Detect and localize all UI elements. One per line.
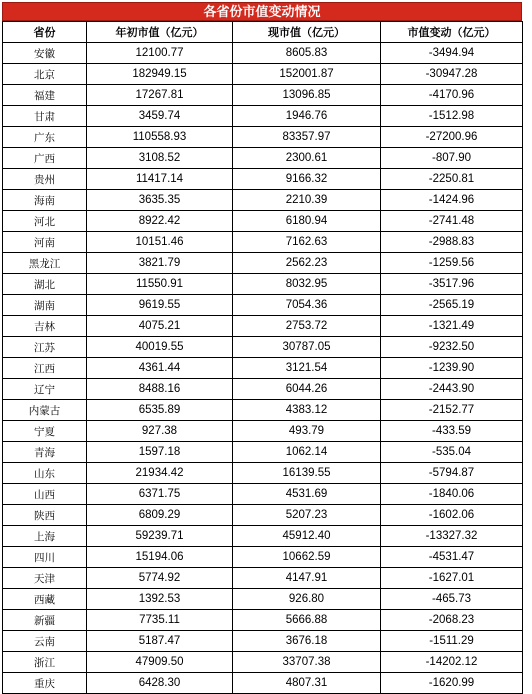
value-change-cell: -1602.06 (381, 505, 523, 526)
start-value-cell: 6809.29 (87, 505, 233, 526)
value-change-cell: -2068.23 (381, 610, 523, 631)
current-value-cell: 7162.63 (233, 232, 381, 253)
table-row (3, 337, 523, 358)
province-cell: 青海 (3, 442, 87, 463)
table-row (3, 589, 523, 610)
table-row (3, 43, 523, 64)
start-value-cell: 6371.75 (87, 484, 233, 505)
table-row (3, 148, 523, 169)
province-cell: 云南 (3, 631, 87, 652)
start-value-cell: 40019.55 (87, 337, 233, 358)
current-value-cell: 1946.76 (233, 106, 381, 127)
current-value-cell: 3121.54 (233, 358, 381, 379)
start-value-cell: 3459.74 (87, 106, 233, 127)
table-row (3, 610, 523, 631)
current-value-cell: 6044.26 (233, 379, 381, 400)
value-change-cell: -13327.32 (381, 526, 523, 547)
province-cell: 重庆 (3, 673, 87, 694)
table-row (3, 127, 523, 148)
province-cell: 黑龙江 (3, 253, 87, 274)
start-value-cell: 47909.50 (87, 652, 233, 673)
start-value-cell: 5774.92 (87, 568, 233, 589)
current-value-cell: 8032.95 (233, 274, 381, 295)
province-cell: 江西 (3, 358, 87, 379)
province-cell: 天津 (3, 568, 87, 589)
province-cell: 山西 (3, 484, 87, 505)
province-cell: 陕西 (3, 505, 87, 526)
province-cell: 湖北 (3, 274, 87, 295)
value-change-cell: -1512.98 (381, 106, 523, 127)
table-row (3, 568, 523, 589)
province-cell: 江苏 (3, 337, 87, 358)
value-change-cell: -4531.47 (381, 547, 523, 568)
province-cell: 甘肃 (3, 106, 87, 127)
current-value-cell: 6180.94 (233, 211, 381, 232)
table-row (3, 631, 523, 652)
current-value-cell: 1062.14 (233, 442, 381, 463)
current-value-cell: 493.79 (233, 421, 381, 442)
market-value-sheet (2, 2, 522, 694)
value-change-cell: -535.04 (381, 442, 523, 463)
table-row (3, 505, 523, 526)
start-value-cell: 5187.47 (87, 631, 233, 652)
start-value-cell: 17267.81 (87, 85, 233, 106)
start-value-cell: 182949.15 (87, 64, 233, 85)
table-row (3, 379, 523, 400)
value-change-cell: -1840.06 (381, 484, 523, 505)
value-change-cell: -2565.19 (381, 295, 523, 316)
table-title: 各省份市值变动情况 (2, 2, 522, 21)
value-change-cell: -2988.83 (381, 232, 523, 253)
province-cell: 安徽 (3, 43, 87, 64)
start-value-cell: 927.38 (87, 421, 233, 442)
start-value-cell: 1392.53 (87, 589, 233, 610)
table-row (3, 547, 523, 568)
header-province: 省份 (3, 22, 87, 43)
current-value-cell: 7054.36 (233, 295, 381, 316)
header-current-value: 现市值（亿元） (233, 22, 381, 43)
province-cell: 北京 (3, 64, 87, 85)
start-value-cell: 9619.55 (87, 295, 233, 316)
province-cell: 宁夏 (3, 421, 87, 442)
current-value-cell: 5207.23 (233, 505, 381, 526)
table-row (3, 211, 523, 232)
table-row (3, 253, 523, 274)
start-value-cell: 3635.35 (87, 190, 233, 211)
value-change-cell: -27200.96 (381, 127, 523, 148)
table-row (3, 316, 523, 337)
start-value-cell: 59239.71 (87, 526, 233, 547)
table-row (3, 64, 523, 85)
value-change-cell: -1511.29 (381, 631, 523, 652)
province-cell: 浙江 (3, 652, 87, 673)
start-value-cell: 110558.93 (87, 127, 233, 148)
start-value-cell: 3108.52 (87, 148, 233, 169)
table-row (3, 463, 523, 484)
province-cell: 河北 (3, 211, 87, 232)
start-value-cell: 8922.42 (87, 211, 233, 232)
market-value-table (2, 21, 523, 694)
table-row (3, 526, 523, 547)
current-value-cell: 9166.32 (233, 169, 381, 190)
province-cell: 湖南 (3, 295, 87, 316)
start-value-cell: 11417.14 (87, 169, 233, 190)
start-value-cell: 7735.11 (87, 610, 233, 631)
table-row (3, 673, 523, 694)
start-value-cell: 4361.44 (87, 358, 233, 379)
province-cell: 山东 (3, 463, 87, 484)
province-cell: 辽宁 (3, 379, 87, 400)
table-row (3, 421, 523, 442)
current-value-cell: 10662.59 (233, 547, 381, 568)
province-cell: 新疆 (3, 610, 87, 631)
start-value-cell: 1597.18 (87, 442, 233, 463)
current-value-cell: 45912.40 (233, 526, 381, 547)
start-value-cell: 11550.91 (87, 274, 233, 295)
province-cell: 海南 (3, 190, 87, 211)
table-row (3, 169, 523, 190)
table-row (3, 652, 523, 673)
current-value-cell: 152001.87 (233, 64, 381, 85)
current-value-cell: 16139.55 (233, 463, 381, 484)
table-row (3, 190, 523, 211)
start-value-cell: 15194.06 (87, 547, 233, 568)
start-value-cell: 6535.89 (87, 400, 233, 421)
current-value-cell: 2300.61 (233, 148, 381, 169)
current-value-cell: 926.80 (233, 589, 381, 610)
table-row (3, 358, 523, 379)
value-change-cell: -1259.56 (381, 253, 523, 274)
value-change-cell: -1627.01 (381, 568, 523, 589)
current-value-cell: 13096.85 (233, 85, 381, 106)
value-change-cell: -2443.90 (381, 379, 523, 400)
value-change-cell: -3517.96 (381, 274, 523, 295)
table-row (3, 295, 523, 316)
current-value-cell: 83357.97 (233, 127, 381, 148)
province-cell: 广东 (3, 127, 87, 148)
current-value-cell: 30787.05 (233, 337, 381, 358)
value-change-cell: -465.73 (381, 589, 523, 610)
province-cell: 吉林 (3, 316, 87, 337)
value-change-cell: -2152.77 (381, 400, 523, 421)
province-cell: 四川 (3, 547, 87, 568)
value-change-cell: -1321.49 (381, 316, 523, 337)
table-row (3, 106, 523, 127)
province-cell: 广西 (3, 148, 87, 169)
value-change-cell: -14202.12 (381, 652, 523, 673)
province-cell: 内蒙古 (3, 400, 87, 421)
current-value-cell: 2210.39 (233, 190, 381, 211)
table-body (3, 43, 523, 694)
value-change-cell: -3494.94 (381, 43, 523, 64)
current-value-cell: 5666.88 (233, 610, 381, 631)
province-cell: 河南 (3, 232, 87, 253)
value-change-cell: -4170.96 (381, 85, 523, 106)
table-row (3, 400, 523, 421)
start-value-cell: 12100.77 (87, 43, 233, 64)
header-value-change: 市值变动（亿元） (381, 22, 523, 43)
table-row (3, 484, 523, 505)
value-change-cell: -9232.50 (381, 337, 523, 358)
province-cell: 福建 (3, 85, 87, 106)
current-value-cell: 4383.12 (233, 400, 381, 421)
current-value-cell: 4807.31 (233, 673, 381, 694)
value-change-cell: -1424.96 (381, 190, 523, 211)
value-change-cell: -807.90 (381, 148, 523, 169)
value-change-cell: -2741.48 (381, 211, 523, 232)
table-row (3, 274, 523, 295)
start-value-cell: 3821.79 (87, 253, 233, 274)
value-change-cell: -1620.99 (381, 673, 523, 694)
value-change-cell: -1239.90 (381, 358, 523, 379)
current-value-cell: 2753.72 (233, 316, 381, 337)
value-change-cell: -5794.87 (381, 463, 523, 484)
current-value-cell: 4531.69 (233, 484, 381, 505)
province-cell: 贵州 (3, 169, 87, 190)
header-start-value: 年初市值（亿元） (87, 22, 233, 43)
province-cell: 上海 (3, 526, 87, 547)
current-value-cell: 33707.38 (233, 652, 381, 673)
header-row (3, 22, 523, 43)
value-change-cell: -30947.28 (381, 64, 523, 85)
start-value-cell: 21934.42 (87, 463, 233, 484)
value-change-cell: -433.59 (381, 421, 523, 442)
start-value-cell: 8488.16 (87, 379, 233, 400)
table-row (3, 442, 523, 463)
start-value-cell: 4075.21 (87, 316, 233, 337)
start-value-cell: 6428.30 (87, 673, 233, 694)
current-value-cell: 2562.23 (233, 253, 381, 274)
value-change-cell: -2250.81 (381, 169, 523, 190)
province-cell: 西藏 (3, 589, 87, 610)
current-value-cell: 3676.18 (233, 631, 381, 652)
table-row (3, 232, 523, 253)
start-value-cell: 10151.46 (87, 232, 233, 253)
current-value-cell: 8605.83 (233, 43, 381, 64)
current-value-cell: 4147.91 (233, 568, 381, 589)
table-row (3, 85, 523, 106)
